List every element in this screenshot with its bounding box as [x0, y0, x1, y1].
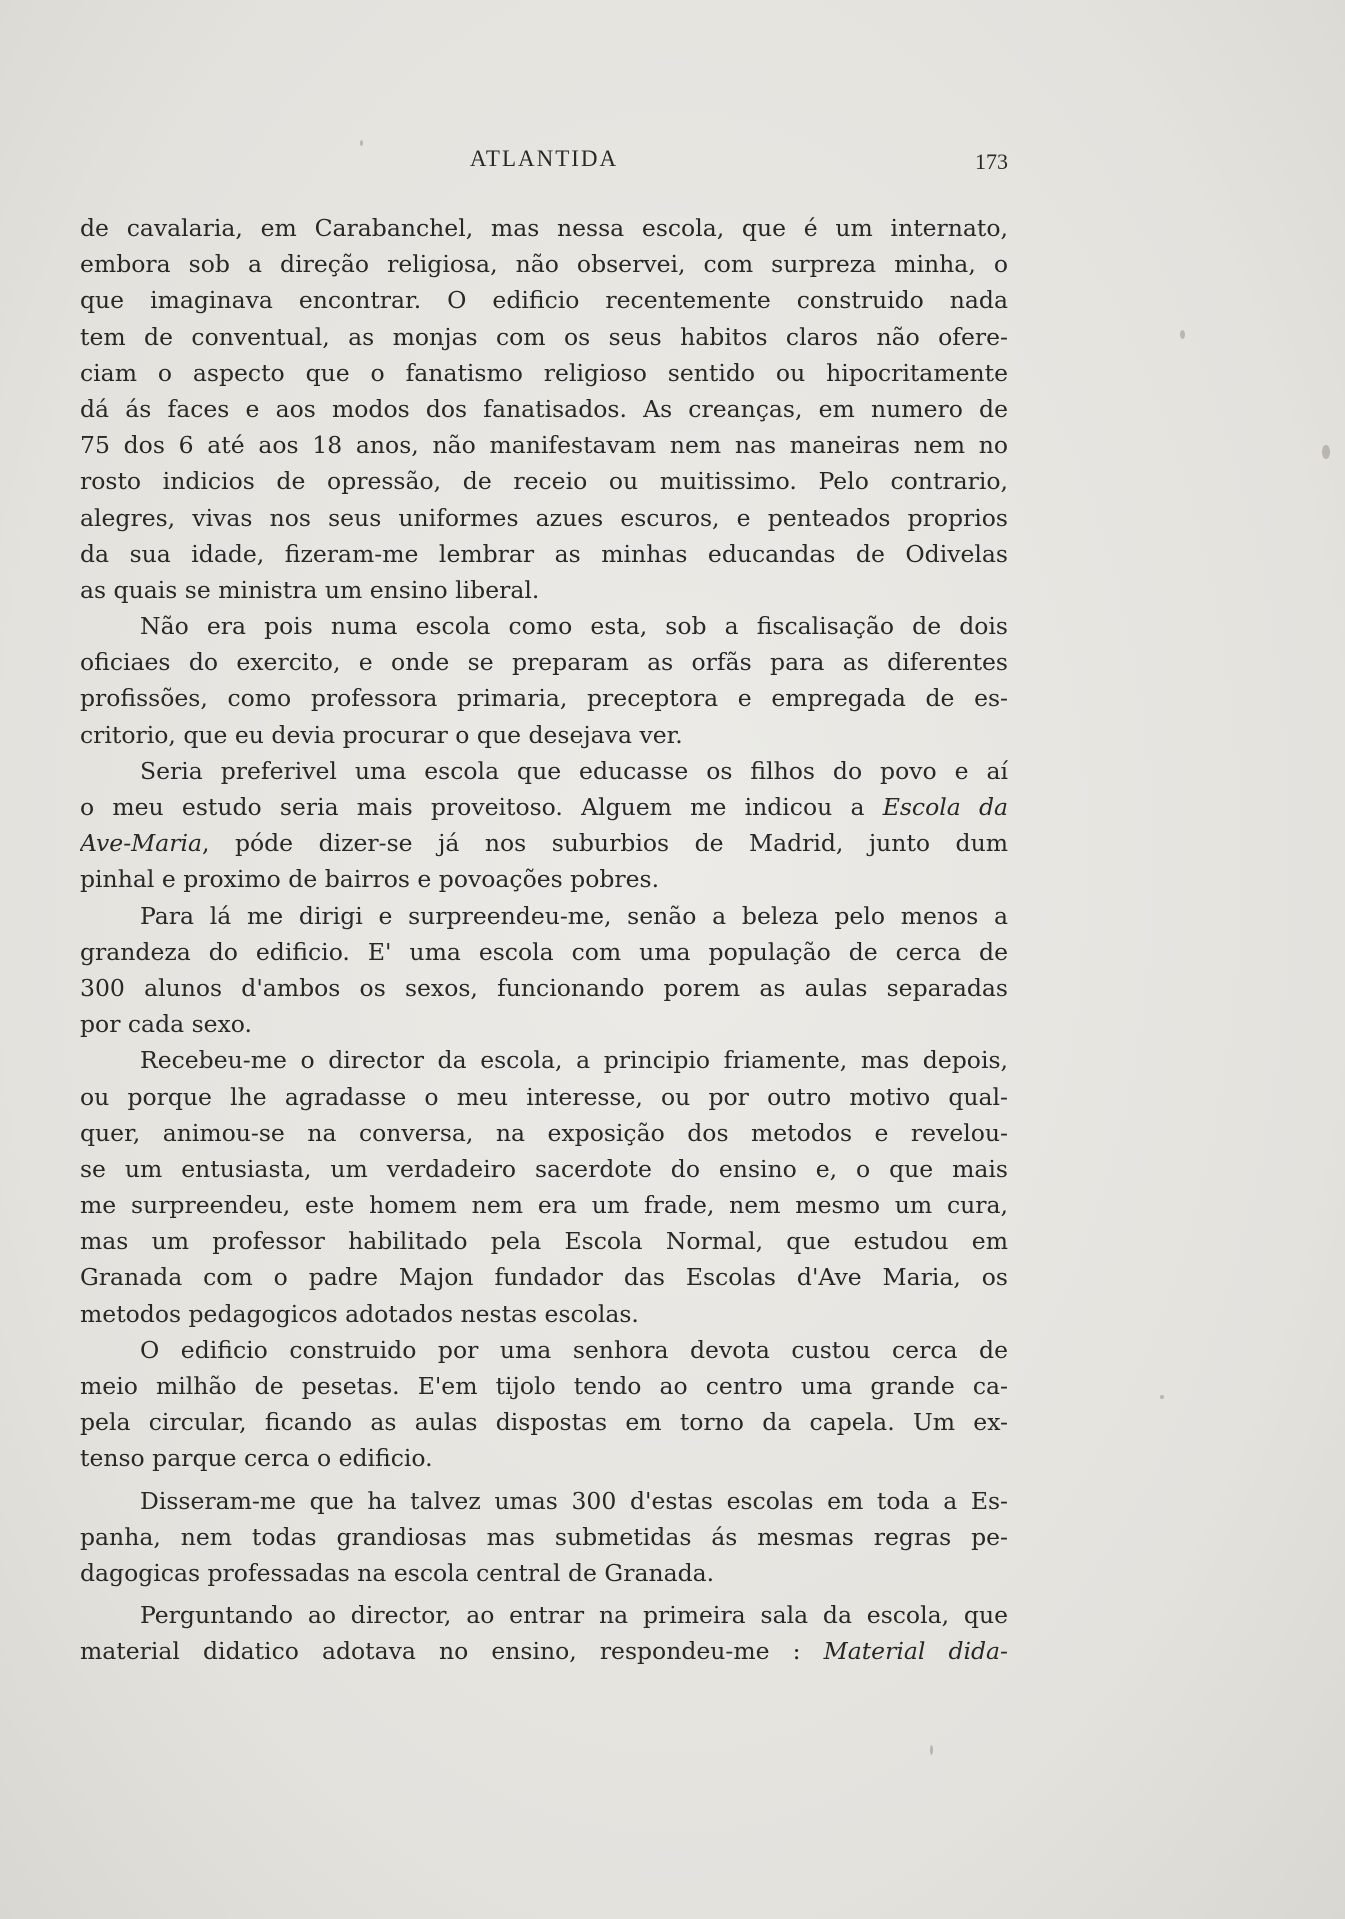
- text-line: [80, 680, 1008, 716]
- line-text: tenso parque cerca o edificio.: [80, 1444, 433, 1473]
- line-text: de cavalaria, em Carabanchel, mas nessa escola, que é um internato,: [80, 214, 1008, 242]
- text-line: [80, 427, 1008, 463]
- line-text: O edificio construido por uma senhora devota custou cerca de: [140, 1335, 1008, 1364]
- text-line: [80, 1006, 1008, 1042]
- text-line: [80, 1597, 1008, 1633]
- line-text: material didatico adotava no ensino, respondeu-me :: [80, 1637, 824, 1666]
- line-text: quer, animou-se na conversa, na exposição dos metodos e revelou-: [80, 1118, 1008, 1147]
- text-line: [80, 753, 1008, 789]
- line-text: tem de conventual, as monjas com os seus habitos claros não ofere-: [80, 322, 1008, 351]
- text-line: [80, 1633, 1008, 1669]
- line-text: Para lá me dirigi e surpreendeu-me, senão a beleza pelo menos a: [140, 901, 1008, 930]
- line-text: Não era pois numa escola como esta, sob a fiscalisação de dois: [140, 612, 1008, 641]
- line-text: , póde dizer-se já nos suburbios de Madrid, junto dum: [201, 829, 1008, 858]
- line-text: dá ás faces e aos modos dos fanatisados. As creanças, em numero de: [80, 394, 1008, 423]
- text-line: [80, 1555, 1008, 1591]
- text-line: [80, 1368, 1008, 1404]
- text-line: [80, 608, 1008, 644]
- line-text: metodos pedagogicos adotados nestas escolas.: [80, 1299, 639, 1328]
- line-text: Perguntando ao director, ao entrar na primeira sala da escola, que: [140, 1601, 1008, 1630]
- text-line: [80, 717, 1008, 753]
- paper-speck: [930, 1745, 933, 1755]
- line-text: profissões, como professora primaria, preceptora e empregada de es-: [80, 684, 1008, 713]
- text-line: [80, 282, 1008, 318]
- line-text: rosto indicios de opressão, de receio ou muitissimo. Pelo contrario,: [80, 467, 1008, 496]
- line-text: panha, nem todas grandiosas mas submetidas ás mesmas regras pe-: [80, 1522, 1008, 1551]
- text-line: [80, 934, 1008, 970]
- line-text: pela circular, ficando as aulas dispostas em torno da capela. Um ex-: [80, 1408, 1008, 1437]
- text-line: [80, 246, 1008, 282]
- text-line: [80, 1079, 1008, 1115]
- line-text: que imaginava encontrar. O edificio recentemente construido nada: [80, 286, 1008, 315]
- body-text: [80, 210, 1008, 1670]
- line-text: mas um professor habilitado pela Escola Normal, que estudou em: [80, 1227, 1008, 1256]
- italic-phrase: Material dida-: [823, 1637, 1008, 1666]
- line-text: alegres, vivas nos seus uniformes azues escuros, e penteados proprios: [80, 503, 1008, 532]
- text-line: [80, 1332, 1008, 1368]
- text-line: [80, 1296, 1008, 1332]
- text-line: [80, 572, 1008, 608]
- line-text: oficiaes do exercito, e onde se preparam as orfãs para as diferentes: [80, 648, 1008, 677]
- line-text: ciam o aspecto que o fanatismo religioso sentido ou hipocritamente: [80, 358, 1008, 387]
- line-text: dagogicas professadas na escola central de Granada.: [80, 1558, 715, 1587]
- line-text: embora sob a direção religiosa, não observei, com surpreza minha, o: [80, 250, 1008, 279]
- text-line: [80, 789, 1008, 825]
- text-line: [80, 970, 1008, 1006]
- text-line: [80, 1519, 1008, 1555]
- text-line: [80, 1404, 1008, 1440]
- text-line: [80, 500, 1008, 536]
- text-line: [80, 1042, 1008, 1078]
- running-title: ATLANTIDA: [469, 146, 619, 171]
- line-text: meio milhão de pesetas. E'em tijolo tendo ao centro uma grande ca-: [80, 1372, 1008, 1400]
- line-text: ou porque lhe agradasse o meu interesse, ou por outro motivo qual-: [80, 1082, 1008, 1111]
- paper-speck: [1322, 445, 1330, 459]
- line-text: me surpreendeu, este homem nem era um frade, nem mesmo um cura,: [80, 1191, 1008, 1220]
- text-line: [80, 1115, 1008, 1151]
- text-line: [80, 536, 1008, 572]
- text-line: [80, 898, 1008, 934]
- line-text: da sua idade, fizeram-me lembrar as minhas educandas de Odivelas: [80, 539, 1008, 568]
- italic-phrase: Ave-Maria: [80, 829, 202, 858]
- text-line: [80, 644, 1008, 680]
- line-text: pinhal e proximo de bairros e povoações pobres.: [80, 865, 660, 894]
- line-text: Seria preferivel uma escola que educasse os filhos do povo e aí: [140, 756, 1008, 785]
- line-text: 75 dos 6 até aos 18 anos, não manifestavam nem nas maneiras nem no: [80, 431, 1008, 460]
- paper-speck: [360, 140, 363, 146]
- text-line: [80, 1440, 1008, 1476]
- text-line: [80, 1151, 1008, 1187]
- line-text: as quais se ministra um ensino liberal.: [80, 575, 540, 604]
- page-header: [80, 146, 1008, 186]
- line-text: por cada sexo.: [80, 1010, 253, 1039]
- text-line: [80, 1259, 1008, 1295]
- text-line: [80, 861, 1008, 897]
- text-line: [80, 1483, 1008, 1519]
- text-line: [80, 319, 1008, 355]
- text-line: [80, 355, 1008, 391]
- line-text: Recebeu-me o director da escola, a principio friamente, mas depois,: [140, 1046, 1008, 1075]
- line-text: 300 alunos d'ambos os sexos, funcionando porem as aulas separadas: [80, 973, 1008, 1002]
- text-line: [80, 1223, 1008, 1259]
- paper-speck: [1180, 330, 1185, 339]
- text-line: [80, 1187, 1008, 1223]
- line-text: se um entusiasta, um verdadeiro sacerdote do ensino e, o que mais: [80, 1154, 1008, 1183]
- paper-speck: [1160, 1395, 1164, 1399]
- line-text: grandeza do edificio. E' uma escola com uma população de cerca de: [80, 937, 1008, 966]
- line-text: Granada com o padre Majon fundador das Escolas d'Ave Maria, os: [80, 1263, 1008, 1292]
- text-line: [80, 463, 1008, 499]
- italic-phrase: Escola da: [882, 793, 1008, 821]
- text-line: [80, 391, 1008, 427]
- line-text: o meu estudo seria mais proveitoso. Alguem me indicou a: [80, 793, 883, 821]
- page-number: 173: [975, 149, 1008, 174]
- line-text: critorio, que eu devia procurar o que desejava ver.: [80, 720, 683, 749]
- line-text: Disseram-me que ha talvez umas 300 d'estas escolas em toda a Es-: [140, 1486, 1008, 1515]
- text-line: [80, 210, 1008, 246]
- text-line: [80, 825, 1008, 861]
